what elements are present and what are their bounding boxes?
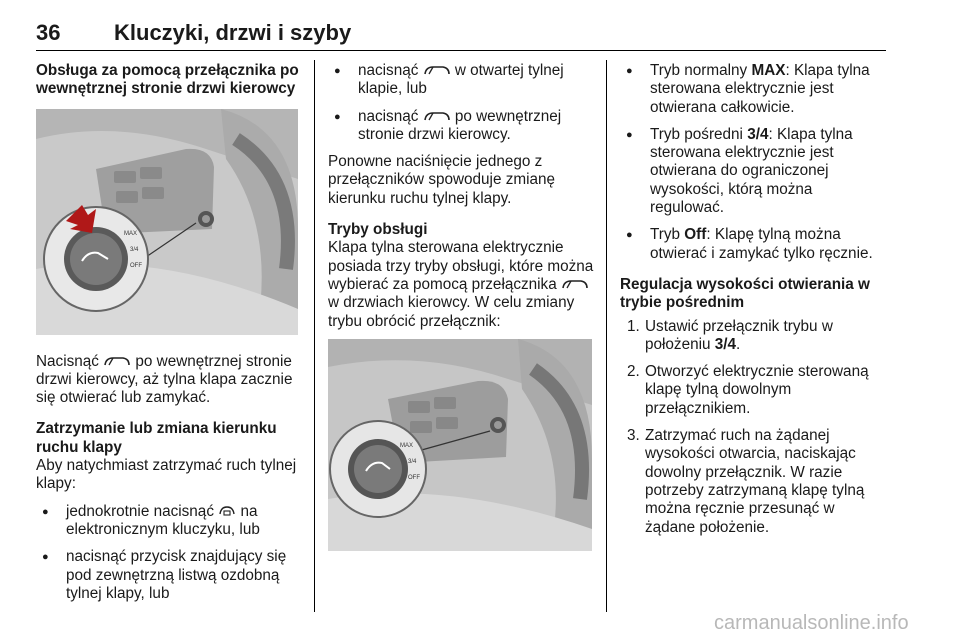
bullet-list — [36, 503, 300, 603]
text: : Klapę tylną można otwierać i zamykać tylko ręcznie. — [650, 226, 873, 262]
text: Otworzyć elektrycznie sterowaną klapę tylną dowolnym przełącznikiem. — [645, 363, 869, 417]
text: po wewnętrznej stronie drzwi kierowcy. — [358, 107, 562, 143]
page-number: 36 — [36, 20, 61, 45]
text: Tryb normalny — [650, 62, 752, 79]
header-rule — [36, 50, 886, 51]
list-item: ● nacisnąć przycisk znajdujący się pod zewnętrzną listwą ozdobną tylnej klapy, lub — [36, 548, 300, 603]
mode-name: 3/4 — [714, 335, 737, 353]
list-item — [328, 108, 594, 145]
mode-name: 3/4 — [747, 125, 769, 143]
list-item — [328, 62, 594, 99]
tailgate-icon — [423, 109, 451, 123]
step-number: 3. — [627, 427, 640, 445]
mode-name: MAX — [751, 62, 786, 79]
mode-switch-illustration — [328, 339, 592, 551]
list-item — [620, 126, 888, 217]
chapter-title: Kluczyki, drzwi i szyby — [114, 20, 352, 45]
key-tailgate-icon — [218, 504, 236, 518]
text: w drzwiach kierowcy. W celu zmiany trybu obrócić przełącznik: — [328, 294, 575, 330]
bullet-list — [328, 62, 594, 144]
column-3 — [620, 62, 888, 537]
paragraph — [328, 239, 594, 330]
column-1 — [36, 62, 300, 603]
paragraph: Ponowne naciśnięcie jednego z przełączników spowoduje zmianę kierunku ruchu tylnej klapy. — [328, 153, 556, 207]
fig1-label-off: OFF — [130, 262, 142, 269]
text: na elektronicznym kluczyku, lub — [66, 502, 260, 538]
text: w otwartej tylnej klapie, lub — [358, 62, 564, 98]
text: Ustawić przełącznik trybu w położeniu — [645, 317, 833, 353]
text: nacisnąć — [358, 62, 419, 79]
text: Tryb pośredni — [650, 125, 748, 143]
text: po wewnętrznej stronie drzwi kierowcy, aż tylna klapa zacznie się otwierać lub zamykać. — [36, 352, 293, 407]
column-divider — [314, 60, 315, 612]
text: Zatrzymać ruch na żądanej wysokości otwarcia, naciskając dowolny przełącznik. W razie potrzeby zatrzymaną klapę tylną można ręcznie przesunąć w żądane położenie. — [645, 427, 865, 536]
section-heading: Tryby obsługi — [328, 221, 428, 239]
list-item — [620, 318, 888, 355]
mode-list — [620, 62, 888, 263]
tailgate-icon — [423, 63, 451, 77]
list-item — [620, 226, 888, 263]
paragraph: Aby natychmiast zatrzymać ruch tylnej klapy: — [36, 457, 297, 493]
door-switch-illustration — [36, 109, 298, 335]
fig2-label-34: 3/4 — [408, 458, 417, 465]
column-divider — [606, 60, 607, 612]
text: nacisnąć — [358, 107, 419, 125]
section-heading: Obsługa za pomocą przełącznika po wewnętrznej stronie drzwi kierowcy — [36, 62, 299, 98]
paragraph — [36, 353, 300, 408]
text: Tryb — [650, 226, 685, 244]
figure-door-switch — [36, 109, 300, 335]
fig2-label-off: OFF — [408, 474, 420, 481]
step-number: 1. — [627, 317, 640, 335]
text: : Klapa tylna sterowana elektrycznie jest otwierana do ograniczonej wysokości, którą można regulować. — [650, 125, 853, 217]
list-item — [620, 363, 888, 418]
section-heading: Regulacja wysokości otwierania w trybie pośrednim — [620, 275, 870, 312]
text: . — [736, 335, 741, 353]
fig2-label-max: MAX — [400, 442, 414, 449]
tailgate-icon — [561, 277, 589, 291]
text: Klapa tylna sterowana elektrycznie posiada trzy tryby obsługi, które można wybierać za pomocą przełącznika — [328, 239, 594, 293]
section-heading: Zatrzymanie lub zmiana kierunku ruchu klapy — [36, 420, 277, 456]
text: jednokrotnie nacisnąć — [66, 502, 214, 520]
figure-mode-switch — [328, 339, 594, 551]
fig1-label-34: 3/4 — [130, 246, 139, 253]
watermark: carmanualsonline.info — [714, 612, 909, 634]
text: : Klapa tylna sterowana elektrycznie jest otwierana całkowicie. — [650, 62, 870, 116]
mode-name: Off — [684, 226, 707, 244]
text: Nacisnąć — [36, 352, 99, 370]
step-list — [620, 318, 888, 537]
fig1-label-max: MAX — [124, 230, 138, 237]
step-number: 2. — [627, 363, 640, 381]
page-header — [36, 20, 886, 52]
list-item — [620, 427, 888, 537]
list-item — [620, 62, 888, 117]
column-2 — [328, 62, 594, 551]
list-item — [36, 503, 300, 540]
tailgate-icon — [103, 354, 131, 368]
